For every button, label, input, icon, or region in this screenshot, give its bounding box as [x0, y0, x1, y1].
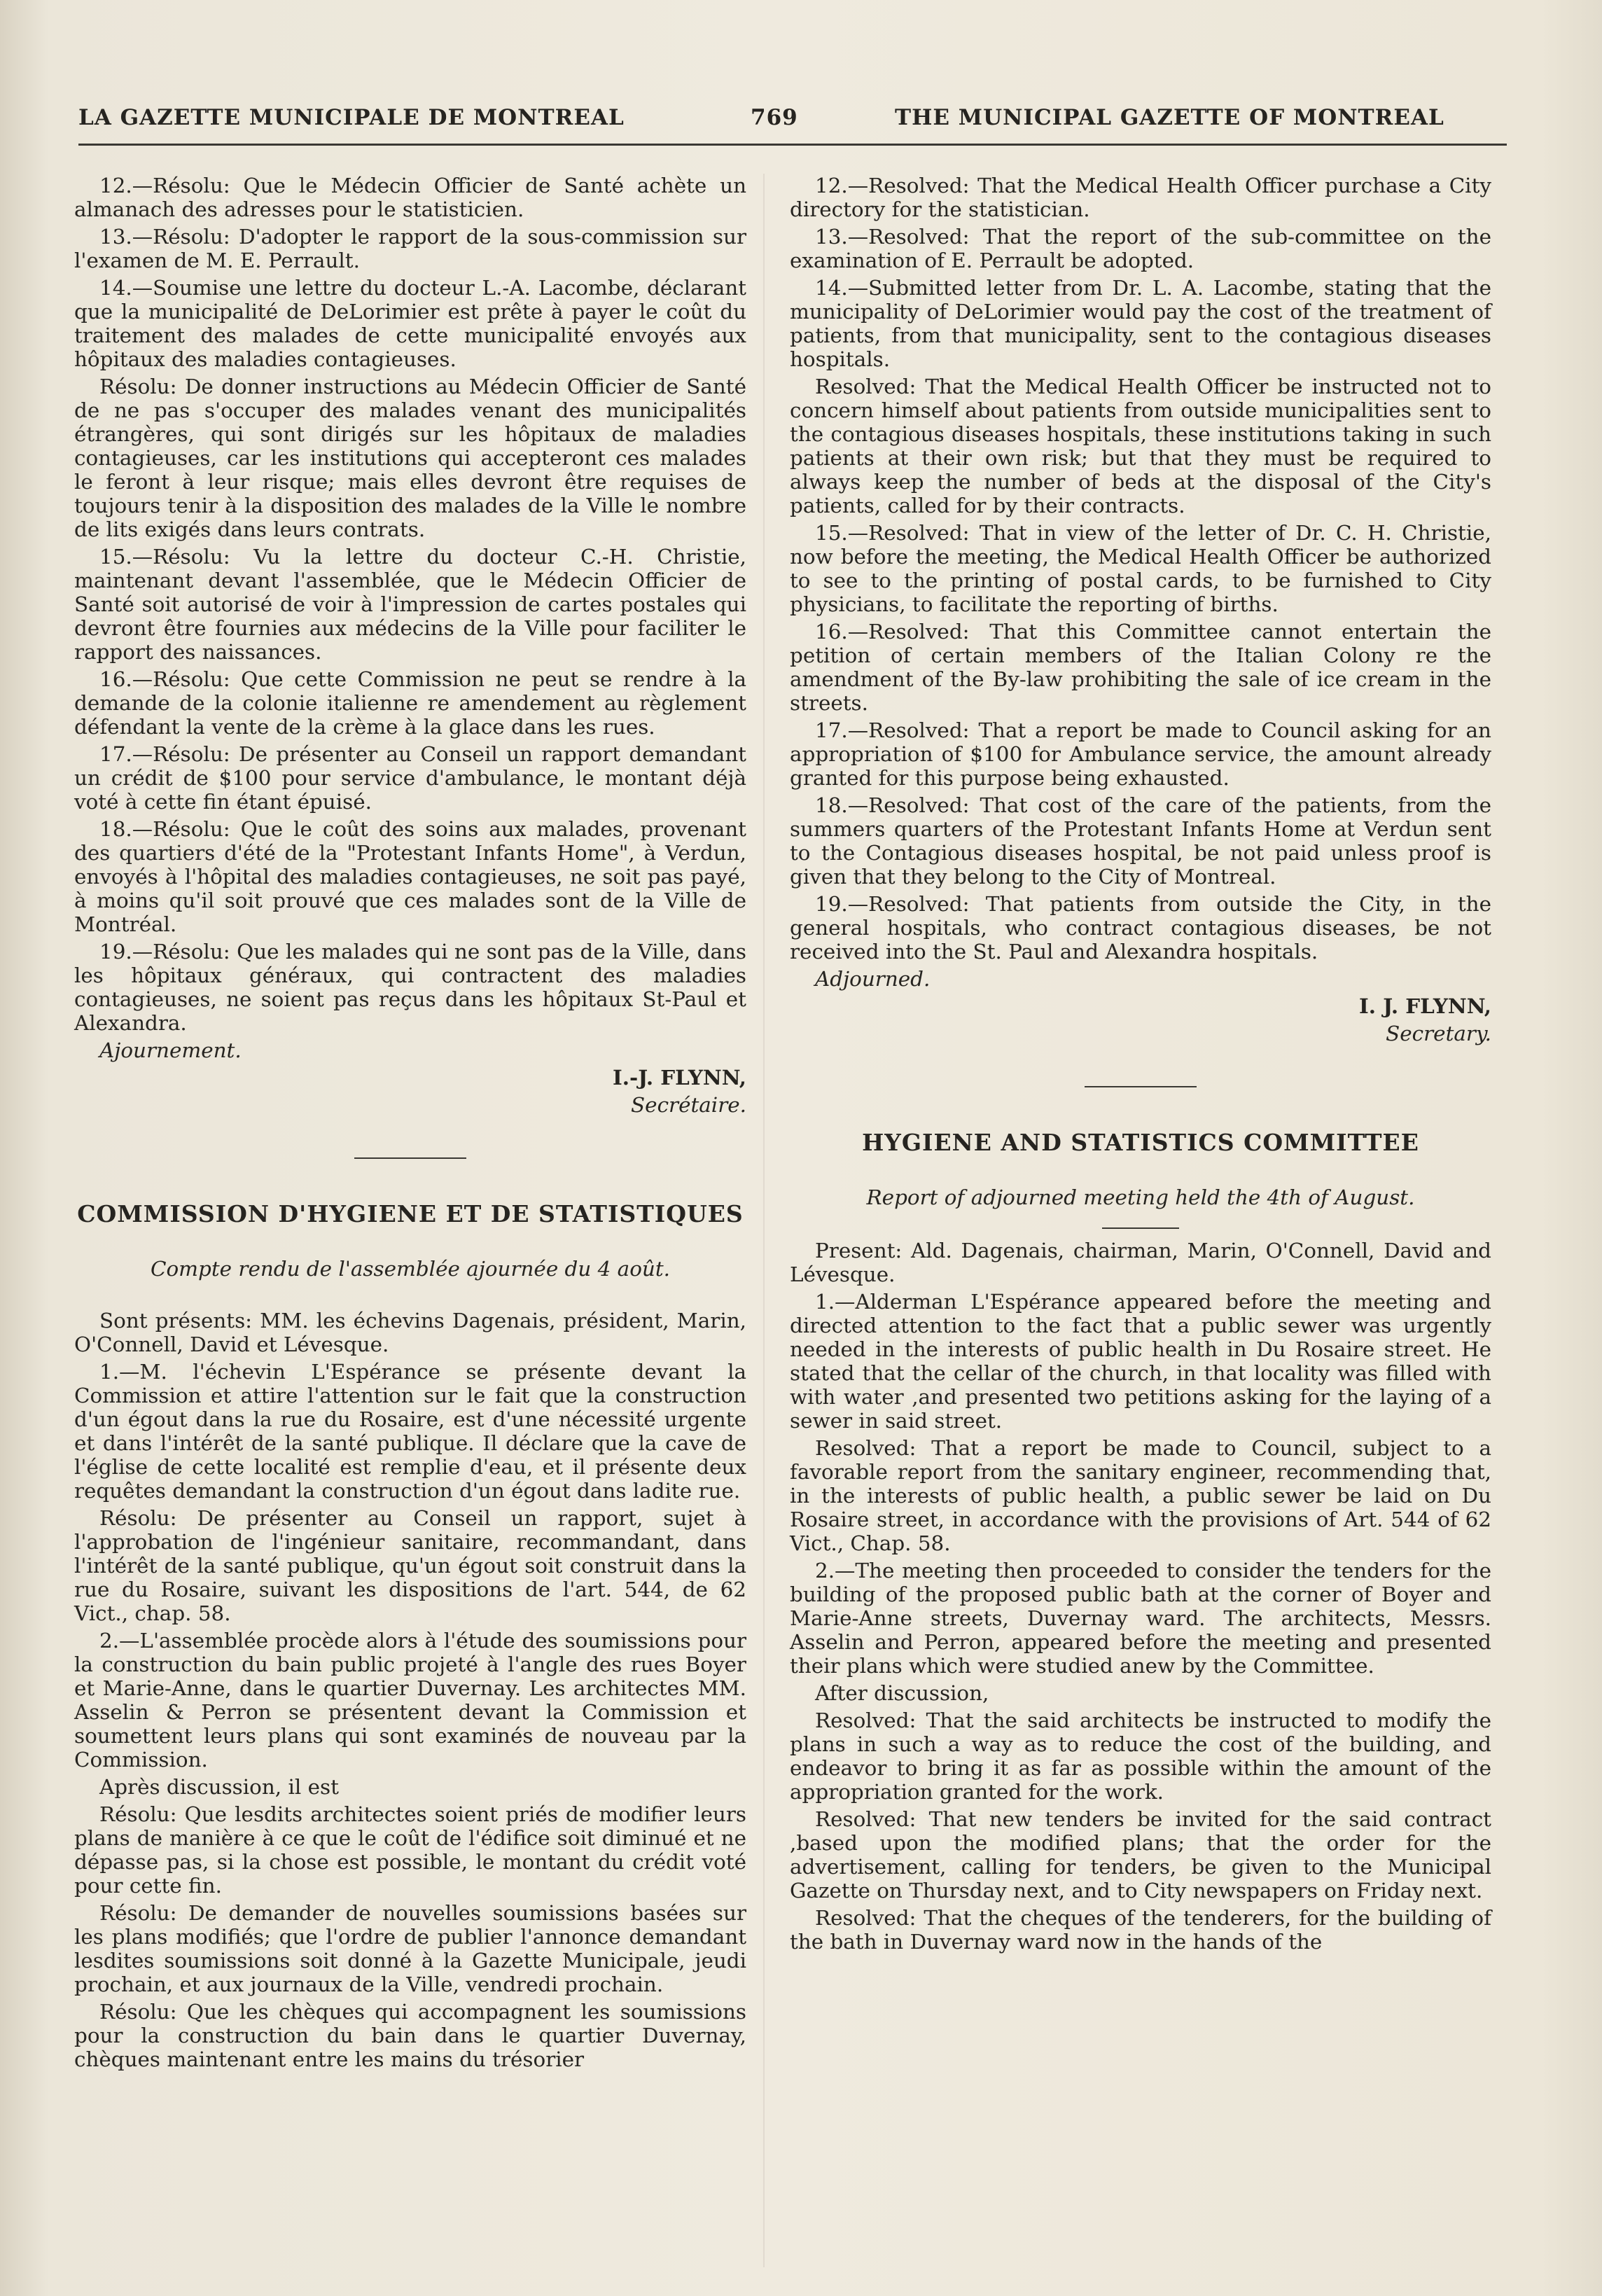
section-subtitle: Report of adjourned meeting held the 4th of August.	[866, 1185, 1415, 1209]
section-title: HYGIENE AND STATISTICS COMMITTEE	[862, 1129, 1419, 1156]
signature-name: I. J. FLYNN,	[1358, 994, 1491, 1018]
paragraph: 13.—Resolved: That the report of the sub-committee on the examination of E. Perrault be adopted.	[790, 225, 1491, 272]
paragraph: 2.—L'assemblée procède alors à l'étude des soumissions pour la construction du bain public projeté à l'angle des rues Boyer et Marie-Anne, dans le quartier Duvernay. Les architectes MM. Asselin & Perron se présentent devant la Commission et soumettent leurs plans qui sont examinés de nouveau par la Commission.	[74, 1629, 746, 1772]
page-number: 769	[751, 105, 798, 130]
paragraph: 17.—Résolu: De présenter au Conseil un rapport demandant un crédit de $100 pour service d'ambulance, le montant déjà voté à cette fin étant épuisé.	[74, 742, 746, 814]
paragraph: Résolu: De présenter au Conseil un rapport, sujet à l'approbation de l'ingénieur sanitaire, recommandant, dans l'intérêt de la santé publique, qu'un égout soit construit dans la rue du Rosaire, suivant les dispositions de l'art. 544, de 62 Vict., chap. 58.	[74, 1506, 746, 1625]
paragraph: 16.—Résolu: Que cette Commission ne peut se rendre à la demande de la colonie italienne re amendement au règlement défendant la vente de la crème à la glace dans les rues.	[74, 667, 746, 739]
paragraph: 18.—Résolu: Que le coût des soins aux malades, provenant des quartiers d'été de la "Protestant Infants Home", à Verdun, envoyés à l'hôpital des maladies contagieuses, ne soit pas payé, à moins qu'il soit prouvé que ces malades sont de la Ville de Montréal.	[74, 817, 746, 936]
paragraph: 1.—Alderman L'Espérance appeared before the meeting and directed attention to the fact that a public sewer was urgently needed in the interests of public health in Du Rosaire street. He stated that the cellar of the church, in that locality was filled with with water ,and presented two petitions asking for the laying of a sewer in said street.	[790, 1290, 1491, 1433]
paragraph: Résolu: De donner instructions au Médecin Officier de Santé de ne pas s'occuper des malades venant des municipalités étrangères, qui sont dirigés sur les hôpitaux de maladies contagieuses, car les institutions qui accepteront ces malades le feront à leur risque; mais elles devront être requises de toujours tenir à la disposition des malades de la Ville le nombre de lits exigés dans leurs contrats.	[74, 375, 746, 541]
paragraph: 19.—Resolved: That patients from outside the City, in the general hospitals, who contract contagious diseases, be not received into the St. Paul and Alexandra hospitals.	[790, 892, 1491, 963]
section-divider	[354, 1157, 466, 1159]
paragraph: Résolu: De demander de nouvelles soumissions basées sur les plans modifiés; que l'ordre de publier l'annonce demandant lesdites soumissions soit donné à la Gazette Municipale, jeudi prochain, et aux journaux de la Ville, vendredi prochain.	[74, 1901, 746, 1996]
section-title: COMMISSION D'HYGIENE ET DE STATISTIQUES	[77, 1200, 744, 1227]
signature-title: Secrétaire.	[631, 1093, 746, 1117]
signature-name: I.-J. FLYNN,	[613, 1065, 746, 1090]
paragraph: 17.—Resolved: That a report be made to Council asking for an appropriation of $100 for Ambulance service, the amount already granted for this purpose being exhausted.	[790, 718, 1491, 790]
paragraph: 16.—Resolved: That this Committee cannot entertain the petition of certain members of the Italian Colony re the amendment of the By-law prohibiting the sale of ice cream in the streets.	[790, 620, 1491, 715]
paragraph: 15.—Résolu: Vu la lettre du docteur C.-H. Christie, maintenant devant l'assemblée, que le Médecin Officier de Santé soit autorisé de voir à l'impression de cartes postales qui devront être fournies aux médecins de la Ville pour faciliter le rapport des naissances.	[74, 545, 746, 664]
paragraph: Resolved: That a report be made to Council, subject to a favorable report from the sanitary engineer, recommending that, in the interests of public health, a public sewer be laid on Du Rosaire street, in accordance with the provisions of Art. 544 of 62 Vict., Chap. 58.	[790, 1436, 1491, 1555]
paragraph: Résolu: Que les chèques qui accompagnent les soumissions pour la construction du bain dans le quartier Duvernay, chèques maintenant entre les mains du trésorier	[74, 2000, 746, 2071]
paragraph: 12.—Résolu: Que le Médecin Officier de Santé achète un almanach des adresses pour le statisticien.	[74, 174, 746, 221]
paragraph: 18.—Resolved: That cost of the care of the patients, from the summers quarters of the Protestant Infants Home at Verdun sent to the Contagious diseases hospital, be not paid unless proof is given that they belong to the City of Montreal.	[790, 793, 1491, 889]
paragraph: Résolu: Que lesdits architectes soient priés de modifier leurs plans de manière à ce que le coût de l'édifice soit diminué et ne dépasse pas, si la chose est possible, le montant du crédit voté pour cette fin.	[74, 1802, 746, 1898]
english-column	[790, 174, 1491, 1954]
paragraph: 14.—Submitted letter from Dr. L. A. Lacombe, stating that the municipality of DeLorimier would pay the cost of the treatment of patients, from that municipality, sent to the contagious diseases hospitals.	[790, 276, 1491, 371]
paragraph: 14.—Soumise une lettre du docteur L.-A. Lacombe, déclarant que la municipalité de DeLorimier est prête à payer le coût du traitement des malades de cette municipalité envoyés aux hôpitaux des maladies contagieuses.	[74, 276, 746, 371]
paragraph: 1.—M. l'échevin L'Espérance se présente devant la Commission et attire l'attention sur le fait que la construction d'un égout dans la rue du Rosaire, est d'une nécessité urgente et dans l'intérêt de la santé publique. Il déclare que la cave de l'église de cette localité est remplie d'eau, et il présente deux requêtes demandant la construction d'un égout dans ladite rue.	[74, 1360, 746, 1503]
header-french-title: LA GAZETTE MUNICIPALE DE MONTREAL	[78, 105, 625, 130]
section-divider	[1085, 1086, 1197, 1087]
paragraph: Resolved: That the cheques of the tenderers, for the building of the bath in Duvernay ward now in the hands of the	[790, 1906, 1491, 1954]
paragraph: Resolved: That the said architects be instructed to modify the plans in such a way as to reduce the cost of the building, and endeavor to bring it as far as possible within the amount of the appropriation granted for the work.	[790, 1709, 1491, 1804]
header-english-title: THE MUNICIPAL GAZETTE OF MONTREAL	[895, 105, 1444, 130]
paragraph: Après discussion, il est	[99, 1775, 339, 1799]
paragraph: 12.—Resolved: That the Medical Health Officer purchase a City directory for the statistician.	[790, 174, 1491, 221]
paragraph: Sont présents: MM. les échevins Dagenais, président, Marin, O'Connell, David et Lévesque.	[74, 1309, 746, 1356]
adjournment: Ajournement.	[99, 1038, 242, 1062]
paragraph: Resolved: That new tenders be invited for the said contract ,based upon the modified plans; that the order for the advertisement, calling for tenders, be given to the Municipal Gazette on Thursday next, and to City newspapers on Friday next.	[790, 1807, 1491, 1902]
adjournment: Adjourned.	[815, 967, 931, 991]
paragraph: 15.—Resolved: That in view of the letter of Dr. C. H. Christie, now before the meeting, the Medical Health Officer be authorized to see to the printing of postal cards, to be furnished to City physicians, to facilitate the reporting of births.	[790, 521, 1491, 616]
paragraph: 13.—Résolu: D'adopter le rapport de la sous-commission sur l'examen de M. E. Perrault.	[74, 225, 746, 272]
paragraph: 2.—The meeting then proceeded to consider the tenders for the building of the proposed public bath at the corner of Boyer and Marie-Anne streets, Duvernay ward. The architects, Messrs. Asselin and Perron, appeared before the meeting and presented their plans which were studied anew by the Committee.	[790, 1559, 1491, 1678]
paragraph: 19.—Résolu: Que les malades qui ne sont pas de la Ville, dans les hôpitaux généraux, qui contractent des maladies contagieuses, ne soient pas reçus dans les hôpitaux St-Paul et Alexandra.	[74, 940, 746, 1035]
french-column	[74, 174, 746, 2071]
column-gutter	[763, 174, 765, 2267]
paragraph: After discussion,	[815, 1681, 989, 1705]
section-subtitle: Compte rendu de l'assemblée ajournée du 4 août.	[151, 1257, 670, 1281]
paragraph: Present: Ald. Dagenais, chairman, Marin, O'Connell, David and Lévesque.	[790, 1239, 1491, 1286]
paragraph: Resolved: That the Medical Health Officer be instructed not to concern himself about patients from outside municipalities sent to the contagious diseases hospitals, these institutions taking in such patients at their own risk; but that they must be required to always keep the number of beds at the disposal of the City's patients, called for by their contracts.	[790, 375, 1491, 517]
signature-title: Secretary.	[1386, 1022, 1491, 1045]
header-rule	[78, 144, 1507, 146]
